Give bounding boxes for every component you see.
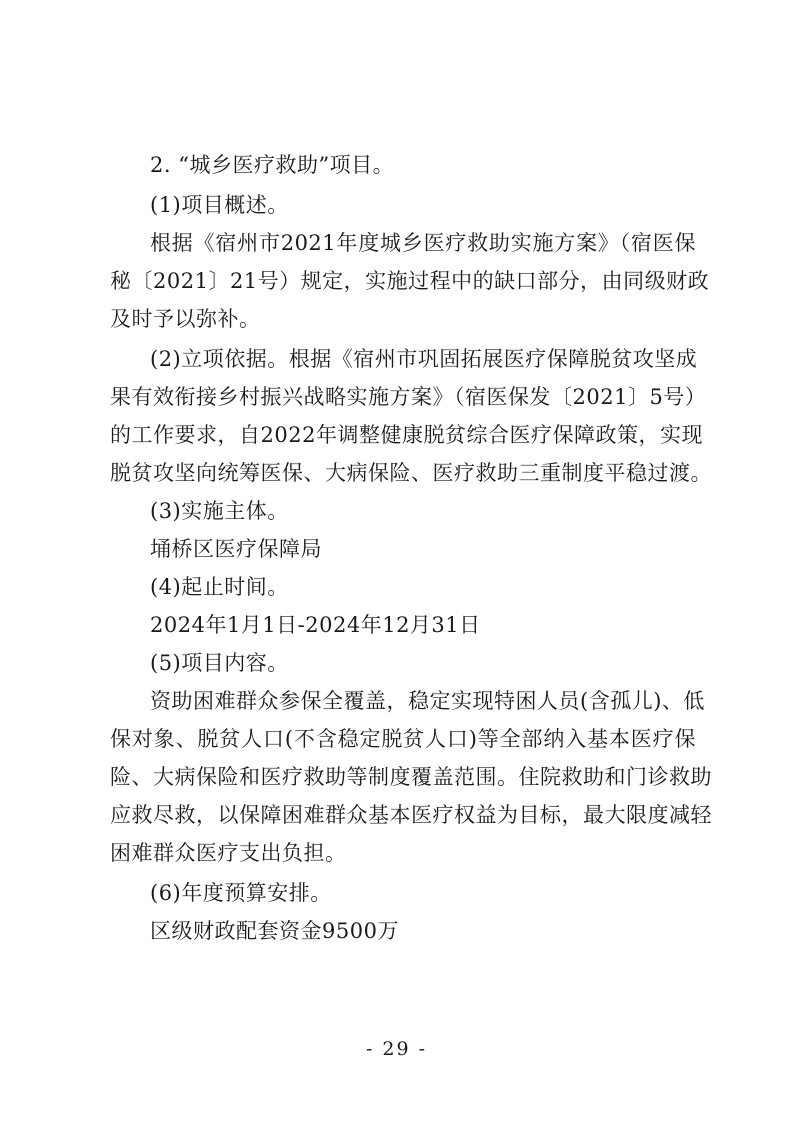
content-heading: (5)项目内容。	[150, 651, 289, 675]
paragraph-line: (2)立项依据。根据《宿州市巩固拓展医疗保障脱贫攻坚成	[150, 347, 698, 371]
budget-heading: (6)年度预算安排。	[150, 881, 332, 905]
paragraph-line: 险、大病保险和医疗救助等制度覆盖范围。住院救助和门诊救助	[110, 765, 712, 789]
paragraph-line: 保对象、脱贫人口(不含稳定脱贫人口)等全部纳入基本医疗保	[110, 727, 696, 751]
period-value: 2024年1月1日-2024年12月31日	[150, 613, 481, 637]
paragraph-line: 脱贫攻坚向统筹医保、大病保险、医疗救助三重制度平稳过渡。	[110, 461, 712, 485]
subject-heading: (3)实施主体。	[150, 499, 289, 523]
paragraph-line: 根据《宿州市2021年度城乡医疗救助实施方案》（宿医保	[150, 231, 696, 255]
paragraph-line: 及时予以弥补。	[110, 307, 261, 331]
period-heading: (4)起止时间。	[150, 575, 289, 599]
paragraph-line: 的工作要求，自2022年调整健康脱贫综合医疗保障政策，实现	[110, 423, 703, 447]
paragraph-line: 秘〔2021〕21号）规定，实施过程中的缺口部分，由同级财政	[110, 269, 710, 293]
overview-heading: (1)项目概述。	[150, 193, 289, 217]
paragraph-line: 困难群众医疗支出负担。	[110, 841, 347, 865]
page-number: - 29 -	[365, 1038, 428, 1060]
section-title: 2. “城乡医疗救助”项目。	[150, 153, 395, 177]
paragraph-line: 果有效衔接乡村振兴战略实施方案》（宿医保发〔2021〕5号）	[110, 385, 707, 409]
subject-value: 埇桥区医疗保障局	[150, 537, 322, 561]
paragraph-line: 资助困难群众参保全覆盖，稳定实现特困人员(含孤儿)、低	[150, 689, 705, 713]
budget-value: 区级财政配套资金9500万	[150, 919, 399, 943]
paragraph-line: 应救尽救，以保障困难群众基本医疗权益为目标，最大限度减轻	[110, 803, 712, 827]
